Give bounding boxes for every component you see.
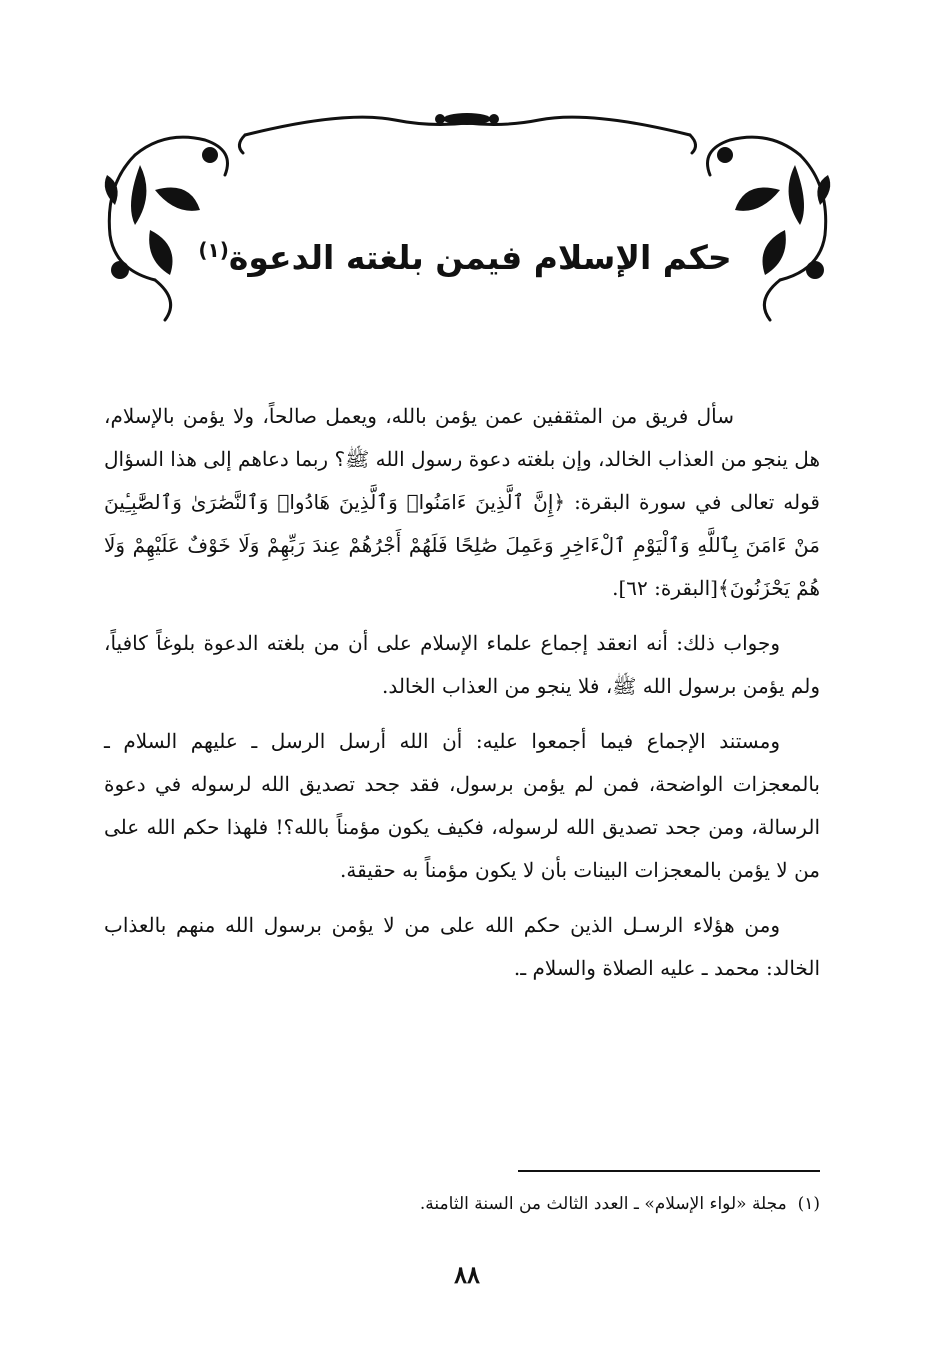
- title-footnote-mark: (١): [198, 238, 229, 262]
- body-text: [104, 395, 820, 1002]
- floral-frame-icon: [95, 95, 840, 325]
- paragraph-basis: ومستند الإجماع فيما أجمعوا عليه: أن الله أرسل الرسل ـ عليهم السلام ـ بالمعجزات الواضحة، فمن لم يؤمن برسول، فقد جحد تصديق الله لرسوله في دعوة الرسالة، ومن جحد تصديق الله لرسوله، فكيف يكون مؤمناً بالله؟! فلهذا حكم الله على من لا يؤمن بالمعجزات البينات بأن لا يكون مؤمناً به حقيقة.: [104, 729, 820, 882]
- paragraph-answer: وجواب ذلك: أنه انعقد إجماع علماء الإسلام على أن من بلغته الدعوة بلوغاً كافياً، ولم يؤمن برسول الله ﷺ، فلا ينجو من العذاب الخالد.: [104, 631, 820, 698]
- quran-citation: [البقرة: ٦٢].: [612, 576, 718, 600]
- quran-verse: ﴿إِنَّ ٱلَّذِينَ ءَامَنُوا۟ وَٱلَّذِينَ هَادُوا۟ وَٱلنَّصَٰرَىٰ وَٱلصَّٰبِـِٔينَ مَنْ ءَامَنَ بِٱللَّهِ وَٱلْيَوْمِ ٱلْءَاخِرِ وَعَمِلَ صَٰلِحًا فَلَهُمْ أَجْرُهُمْ عِندَ رَبِّهِمْ وَلَا خَوْفٌ عَلَيْهِمْ وَلَا هُمْ يَحْزَنُونَ﴾: [104, 490, 820, 600]
- footnote-text: مجلة «لواء الإسلام» ـ العدد الثالث من السنة الثامنة.: [419, 1194, 787, 1214]
- paragraph-question: [104, 395, 820, 610]
- page-title-text: حكم الإسلام فيمن بلغته الدعوة: [228, 238, 732, 277]
- footnote-divider: [518, 1170, 820, 1172]
- page-number: ٨٨: [454, 1260, 480, 1289]
- page-title: [170, 215, 760, 285]
- paragraph-conclusion: ومن هؤلاء الرسـل الذين حكم الله على من لا يؤمن برسول الله منهم بالعذاب الخالد: محمد ـ عليه الصلاة والسلام ـ.: [104, 913, 820, 980]
- footnote-mark: (١): [797, 1194, 820, 1214]
- footnote: [300, 1188, 820, 1220]
- paragraph-question-text: سأل فريق من المثقفين عمن يؤمن بالله، ويعمل صالحاً، ولا يؤمن بالإسلام، هل ينجو من العذاب الخالد، وإن بلغته دعوة رسول الله ﷺ؟ ربما دعاهم إلى هذا السؤال قوله تعالى في سورة البقرة:: [104, 404, 820, 514]
